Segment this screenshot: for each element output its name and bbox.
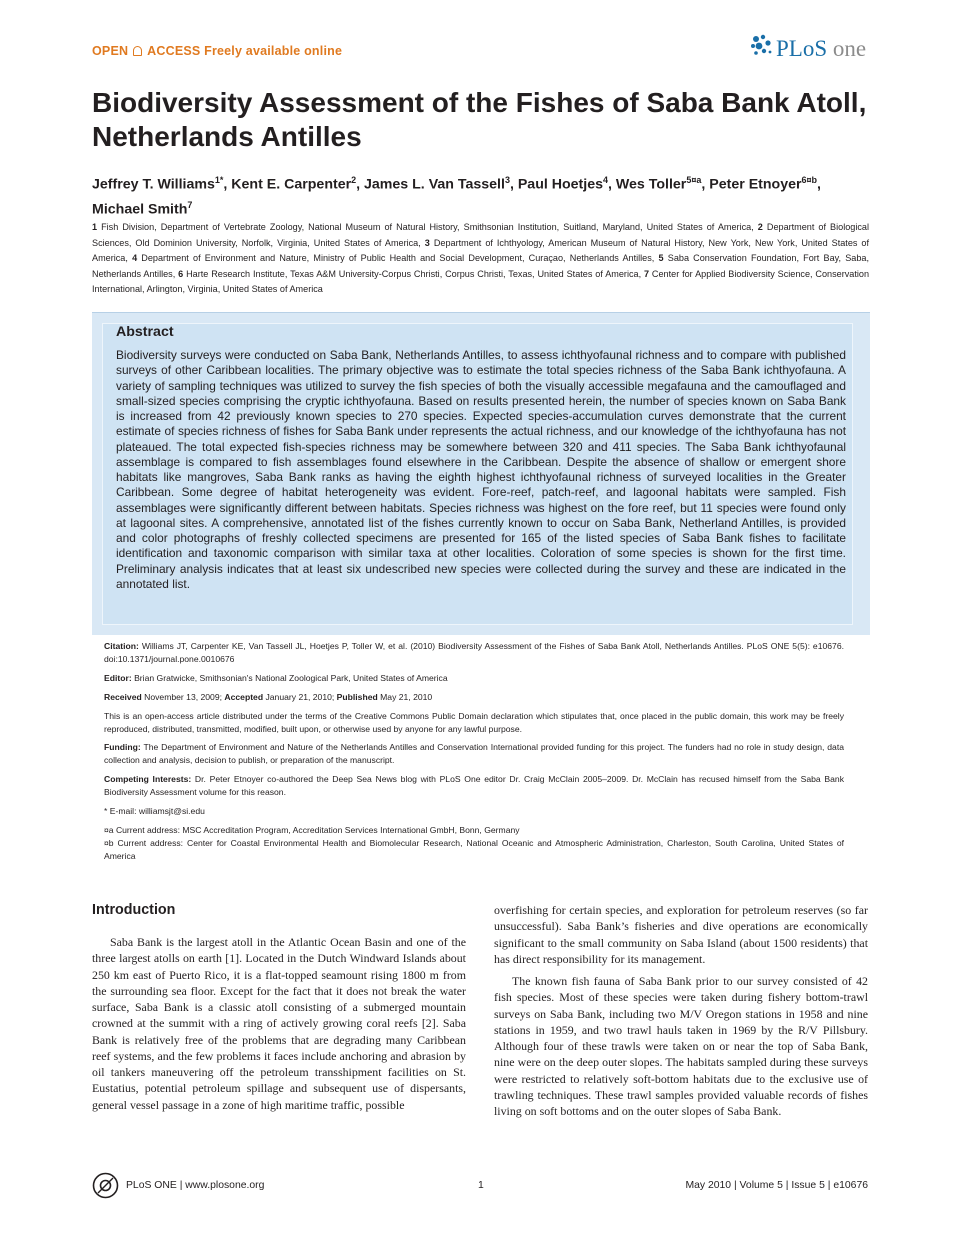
- footer-page-number: 1: [478, 1180, 484, 1191]
- introduction-heading: Introduction: [92, 902, 176, 918]
- intro-paragraph-2: overfishing for certain species, and exploration for petroleum reserves (so far unsuccessful). Saba Bank’s fisheries and dive operations are economically significant to the small community on Saba Island (about 1500 residents) that has direct responsibility for its management.: [494, 903, 868, 966]
- access-label: ACCESS Freely available online: [147, 44, 343, 58]
- public-domain-icon: [92, 1172, 119, 1199]
- abstract-text: Biodiversity surveys were conducted on Saba Bank, Netherlands Antilles, to assess ichthyofaunal richness and to compare with published surveys of other Caribbean localities. The primary objective was to estimate the total species richness of the Saba Bank ichthyofauna. A variety of sampling techniques was utilized to survey the fish species of both the visually accessible megafauna and the camouflaged and small-sized species comprising the cryptic ichthyofauna. Based on results presented herein, the number of species known on Saba Bank is increased from 42 previously known species to 270 species. Expected species-accumulation curves demonstrate that the current estimate of species richness of fishes for Saba Bank under represents the actual richness, and our knowledge of the ichthyofauna has not plateaued. The total expected fish-species richness may be somewhere between 320 and 411 species. The Saba Bank ichthyofaunal assemblage is compared to fish assemblages found elsewhere in the Caribbean. Despite the absence of shallow or emergent shore habitats like mangroves, Saba Bank ranks as having the eighth highest ichthyofaunal richness of surveyed localities in the Greater Caribbean. Some degree of habitat heterogeneity was evident. Fore-reef, patch-reef, and lagoonal habitats were sampled. Fish assemblages were significantly different between habitats. Species richness was highest on the fore reef, but 11 species were found only at lagoonal sites. A comprehensive, annotated list of the fishes currently known to occur on Saba Bank, Netherland Antilles, is provided and color photographs of freshly collected specimens are presented for 165 of the listed species of Saba Bank fishes to facilitate identification and taxonomic comparison with similar taxa at other localities. Coloration of some species is shown for the first time. Preliminary analysis indicates that at least six undescribed new species were collected during the survey and these are indicated in the annotated list.: [116, 348, 846, 591]
- email: * E-mail: williamsjt@si.edu: [104, 806, 205, 817]
- intro-column-left: [92, 934, 466, 1113]
- open-label: OPEN: [92, 44, 129, 58]
- license: This is an open-access article distributed under the terms of the Creative Commons Public Domain declaration which stipulates that, once placed in the public domain, this work may be freely reproduced, distributed, transmitted, modified, built upon, or otherwise used by anyone for any lawful purpose.: [104, 710, 844, 734]
- funding: Funding: The Department of Environment and Nature of the Netherlands Antilles and Conservation International provided funding for this project. The funders had no role in study design, data collection and analysis, decision to publish, or preparation of the manuscript.: [104, 742, 844, 766]
- dates: Received November 13, 2009; Accepted January 21, 2010; Published May 21, 2010: [104, 691, 433, 702]
- intro-column-right: [494, 902, 868, 1119]
- footer-issue: May 2010 | Volume 5 | Issue 5 | e10676: [685, 1180, 868, 1191]
- citation: Citation: Williams JT, Carpenter KE, Van Tassell JL, Hoetjes P, Toller W, et al. (2010) Biodiversity Assessment of the Fishes of Saba Bank Atoll, Netherlands Antilles. PLoS ONE 5(5): e10676. doi:10.1371/journal.pone.0010676: [104, 641, 844, 664]
- intro-paragraph-1: Saba Bank is the largest atoll in the Atlantic Ocean Basin and one of the three largest atolls on earth [1]. Located in the Dutch Windward Islands about 250 km east of Puerto Rico, it is a flat-topped seamount rising 1800 m from the surrounding sea floor. Except for the fact that it does not break the water surface, Saba Bank is a classic atoll consisting of a submerged mountain crowned at the summit with a ring of actively growing coral reefs [2]. Saba Bank is relatively free of the problems that are degrading many Caribbean reef systems, and the few problems it faces include anchoring and abrasion by oil tankers maneuvering off the petroleum transshipment facilities on St. Eustatius, potential petroleum spillage and subsequent use of dispersants, general vessel passage in a zone of high maritime traffic, possible: [92, 935, 466, 1112]
- logo-wordmark: PLoS one: [776, 36, 867, 61]
- current-address-a: ¤a Current address: MSC Accreditation Program, Accreditation Services International GmbH, Bonn, Germany: [104, 824, 520, 835]
- author-list: Jeffrey T. Williams$^{1*}$, Kent E. Carpenter$^2$, James L. Van Tassell$^3$, Paul Hoetjes$^4$, Wes Toller$^{5¤a}$, Peter Etnoyer$^{6¤b}$, Michael Smith$^7$: [92, 175, 821, 218]
- open-access-label: [92, 44, 342, 58]
- abstract-heading: Abstract: [116, 324, 174, 340]
- current-address-b: ¤b Current address: Center for Coastal Environmental Health and Biomolecular Research, National Oceanic and Atmospheric Administration, Charleston, South Carolina, United States of America: [104, 837, 844, 861]
- editor: Editor: Brian Gratwicke, Smithsonian's National Zoological Park, United States of America: [104, 672, 448, 683]
- plos-one-logo: [748, 30, 870, 66]
- plos-dots-icon: [748, 32, 774, 58]
- affiliations: 1 Fish Division, Department of Vertebrate Zoology, National Museum of Natural History, Smithsonian Institution, Suitland, Maryland, United States of America, 2 Department of Biological Sciences, Old Dominion University, Norfolk, Virginia, United States of America, 3 Department of Ichthyology, American Museum of Natural History, New York, New York, United States of America, 4 Department of Environment and Nature, Ministry of Public Health and Social Development, Curaçao, Netherlands Antilles, 5 Saba Conservation Foundation, Fort Bay, Saba, Netherlands Antilles, 6 Harte Research Institute, Texas A&M University-Corpus Christi, Corpus Christi, Texas, United States of America, 7 Center for Applied Biodiversity Science, Conservation International, Arlington, Virginia, United States of America: [92, 222, 870, 295]
- competing-interests: Competing Interests: Dr. Peter Etnoyer co-authored the Deep Sea News blog with PLoS One editor Dr. Craig McClain 2005–2009. Dr. McClain has recused himself from the Saba Bank Biodiversity Assessment volume for this reason.: [104, 774, 844, 798]
- intro-paragraph-3: The known fish fauna of Saba Bank prior to our survey consisted of 42 fish species. Most of these species were taken during fishery bottom-trawl surveys on Saba Bank, including two M/V Oregon stations in 1958 and nine stations in 1959, and two trawl hauls taken in 1969 by the R/V Pillsbury. Although four of these trawls were taken on or near the top of Saba Bank, nine were on the deep outer slopes. The habitats sampled during these surveys were restricted to relatively soft-bottom habitats due to the exclusive use of trawling techniques. These trawl samples provided valuable records of fishes living on soft bottoms and on the outer slopes of Saba Bank.: [494, 974, 868, 1118]
- article-metadata: [104, 640, 844, 869]
- footer-journal: PLoS ONE | www.plosone.org: [126, 1180, 265, 1191]
- page-title: Biodiversity Assessment of the Fishes of Saba Bank Atoll, Netherlands Antilles: [92, 87, 867, 152]
- open-lock-icon: [133, 46, 142, 56]
